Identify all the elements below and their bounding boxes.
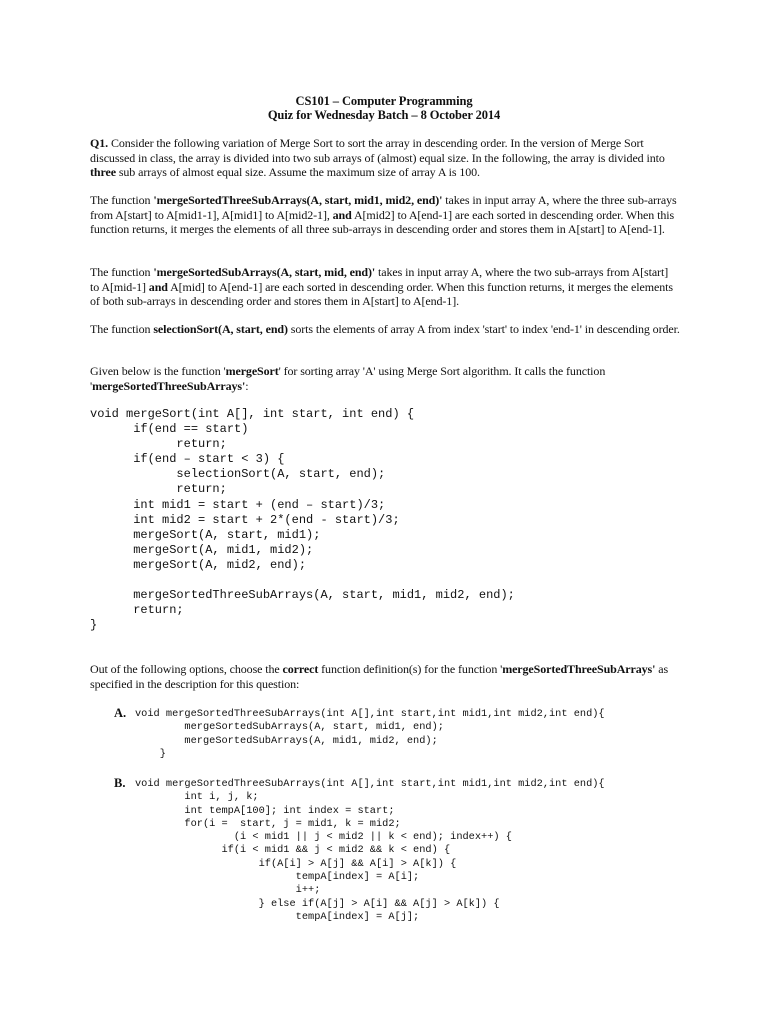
- merge-sort-code: void mergeSort(int A[], int start, int end) { if(end == start) return; if(end – start < 3) { selectionSort(A, start, end); return; int mid1 = start + (end – start)/3; int mid2 = start + 2*(end - start)/3; mergeSort(A, start, mid1); mergeSort(A, mid1, mid2); mergeSort(A, mid2, end); mergeSortedThreeSubArrays(A, start, mid1, mid2, end); return; }: [90, 407, 515, 633]
- question-label: Q1.: [90, 136, 109, 150]
- course-title: CS101 – Computer Programming: [295, 94, 473, 108]
- merge-sort-intro: Given below is the function 'mergeSort' for sorting array 'A' using Merge Sort algorithm. It calls the function 'mergeSortedThreeSubArrays':: [90, 364, 606, 393]
- option-a-code: void mergeSortedThreeSubArrays(int A[],int start,int mid1,int mid2,int end){ mergeSortedSubArrays(A, start, mid1, end); mergeSortedSubArrays(A, mid1, mid2, end); }: [135, 708, 605, 760]
- three-merge-description: The function 'mergeSortedThreeSubArrays(A, start, mid1, mid2, end)' takes in input array A, where the three sub-arrays from A[start] to A[mid1-1], A[mid1] to A[mid2-1], and A[mid2] to A[end-1] are each sorted in descending order. When this function returns, it merges the elements of all three sub-arrays in descending order and stores them in A[start] to A[end-1].: [90, 193, 677, 236]
- q1-intro: Q1. Consider the following variation of Merge Sort to sort the array in descending order. In the version of Merge Sort discussed in class, the array is divided into two sub arrays of (almost) equal size. In the following, the array is divided into three sub arrays of almost equal size. Assume the maximum size of array A is 100.: [90, 136, 665, 179]
- options-prompt: Out of the following options, choose the correct function definition(s) for the function 'mergeSortedThreeSubArrays' as specified in the description for this question:: [90, 662, 669, 691]
- selection-sort-description: The function selectionSort(A, start, end) sorts the elements of array A from index 'start' to index 'end-1' in descending order.: [90, 322, 680, 336]
- option-b-code: void mergeSortedThreeSubArrays(int A[],int start,int mid1,int mid2,int end){ int i, j, k; int tempA[100]; int index = start; for(i = start, j = mid1, k = mid2; (i < mid1 || j < mid2 || k < end); index++) { if(i < mid1 && j < mid2 && k < end) { if(A[i] > A[j] && A[i] > A[k]) { tempA[index] = A[i]; i++; } else if(A[j] > A[i] && A[j] > A[k]) { tempA[index] = A[j];: [135, 778, 605, 923]
- option-b-label: B.: [114, 776, 126, 790]
- quiz-title: Quiz for Wednesday Batch – 8 October 2014: [267, 108, 501, 122]
- two-merge-description: The function 'mergeSortedSubArrays(A, start, mid, end)' takes in input array A, where the two sub-arrays from A[start] to A[mid-1] and A[mid] to A[end-1] are each sorted in descending order. When this function returns, it merges the elements of both sub-arrays in descending order and stores them in A[start] to A[end-1].: [90, 265, 673, 308]
- option-a-label: A.: [114, 706, 127, 720]
